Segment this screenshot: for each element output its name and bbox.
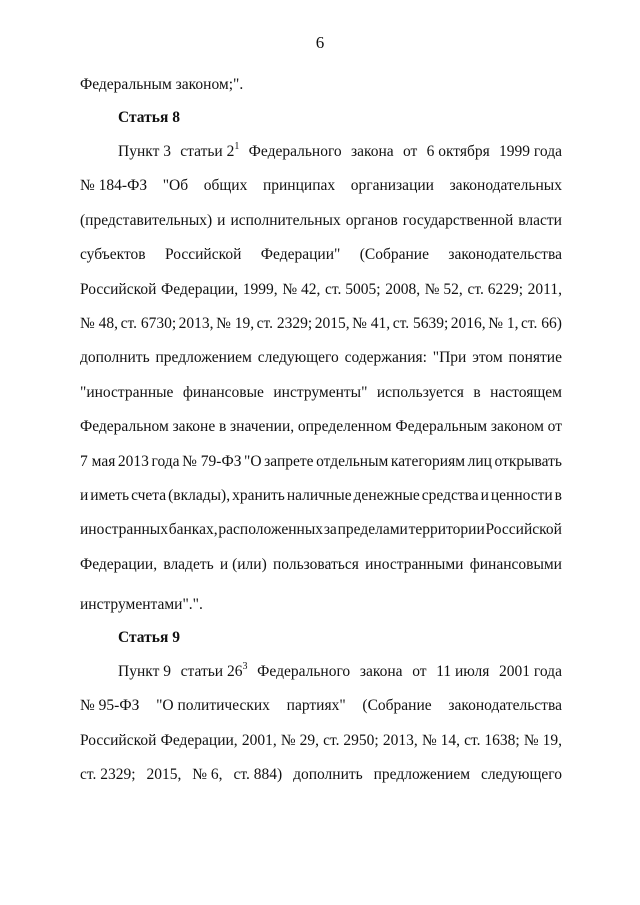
word: законодательных (449, 177, 562, 195)
word: 11 июля (436, 663, 490, 680)
article-9-heading: Статья 9 (118, 629, 180, 646)
word: "При (432, 349, 467, 367)
word: ценности (490, 487, 553, 504)
text-line (80, 211, 562, 231)
word: дополнить (293, 766, 363, 784)
word: в (554, 487, 562, 504)
word: инструменты" (273, 383, 368, 401)
word: "О политических (156, 697, 270, 715)
word: понятие (508, 349, 562, 367)
text-line (80, 452, 562, 472)
superscript: 1 (234, 140, 240, 152)
word: и (или) (219, 555, 267, 573)
word: территории (408, 521, 485, 539)
word: 2001 года (499, 663, 562, 680)
text-line (80, 486, 562, 506)
word: принципах (262, 177, 336, 195)
word: 7 мая (80, 452, 116, 470)
word: от (402, 143, 418, 160)
word: и (480, 487, 489, 504)
word: Российской (80, 280, 157, 298)
word: № 29, (280, 731, 319, 749)
word: общих (203, 177, 248, 195)
word: ст. 2329; (256, 315, 313, 332)
word: 2001, (241, 731, 277, 749)
word: владеть (163, 555, 214, 573)
word: № 1, (488, 315, 519, 332)
word: следующего (480, 766, 562, 784)
word: Пункт 9 (118, 663, 171, 680)
word: Федеральном (80, 418, 169, 436)
word: категориям (390, 452, 466, 470)
text-line (80, 383, 562, 403)
word: года (151, 452, 180, 470)
word: ст. 884) (233, 766, 283, 784)
page-number: 6 (315, 33, 325, 52)
word: отдельным (316, 452, 389, 470)
word: Российской (165, 246, 242, 264)
text-line (80, 765, 562, 785)
word: 2015, (146, 766, 182, 784)
word: закона (350, 143, 394, 160)
word: ст. 1638; (464, 731, 520, 749)
word: исполнительных (230, 211, 341, 229)
word: № 41, (352, 315, 391, 332)
word: используется (376, 383, 464, 401)
word: иметь (90, 487, 130, 504)
text-line (80, 555, 562, 575)
word: Пункт 3 (118, 143, 171, 160)
word: значении, (230, 418, 295, 436)
text-line (80, 520, 562, 540)
word: органов (345, 211, 398, 229)
word: № 48, (80, 315, 119, 332)
word: в (218, 418, 227, 436)
word: (Собрание (359, 246, 429, 264)
word: № 79-ФЗ (182, 452, 242, 470)
word: 1999 года (499, 143, 562, 160)
word: хранить (232, 487, 285, 504)
word: открывать (494, 452, 562, 470)
word: дополнить (80, 349, 150, 367)
word: № 95-ФЗ (80, 697, 140, 715)
word: иностранными (365, 555, 464, 573)
word: "Об (162, 177, 189, 195)
word: № 6, (192, 766, 223, 784)
word: иностранных (80, 521, 168, 539)
word: статьи $2^1$ (180, 140, 240, 160)
word: запрете (264, 452, 314, 470)
word: 2015, (314, 315, 350, 332)
word: от (547, 418, 562, 436)
word: пределами (337, 521, 408, 539)
word: 2008, (385, 280, 421, 298)
text-line (80, 417, 562, 437)
word: № 42, (282, 280, 321, 298)
word: Российской (80, 731, 157, 749)
text-line (80, 348, 562, 368)
word: денежные (353, 487, 420, 504)
word: № 184-ФЗ (80, 177, 148, 195)
word: наличные (286, 487, 352, 504)
word: и (80, 487, 89, 504)
text-line (80, 696, 562, 716)
word: 2013, (382, 731, 418, 749)
word: "иностранные (80, 383, 174, 401)
word: № 19, (216, 315, 255, 332)
word: 2013 (117, 452, 149, 470)
word: 2011, (527, 280, 562, 298)
word: настоящем (490, 383, 562, 401)
word: от (412, 663, 427, 680)
article-8-heading: Статья 8 (118, 109, 180, 126)
word: предложением (373, 766, 471, 784)
word: ст. 2950; (323, 731, 379, 749)
word: статьи $26^3$ (180, 660, 248, 680)
word: законом (490, 418, 544, 436)
word: 6 октября (426, 143, 490, 160)
word: банках, (168, 521, 218, 539)
word: предложением (155, 349, 252, 367)
text-line (118, 662, 562, 682)
word: ст. 66) (521, 315, 562, 332)
word: этом (472, 349, 503, 367)
word: средства (421, 487, 479, 504)
word: Российской (485, 521, 562, 539)
text-line (80, 314, 562, 334)
word: субъектов (80, 246, 146, 264)
word: расположенных (218, 521, 324, 539)
word: № 19, (523, 731, 562, 749)
word: 1999, (242, 280, 278, 298)
word: Федерального (257, 663, 351, 680)
word: законе (172, 418, 216, 436)
word: за (323, 521, 337, 539)
text-line (80, 245, 562, 265)
word: в (473, 383, 481, 401)
word: и (217, 211, 226, 229)
word: организации (350, 177, 434, 195)
word: Федерации, (160, 731, 238, 749)
word: Федерального (248, 143, 342, 160)
word: № 52, (424, 280, 463, 298)
word: 2016, (450, 315, 486, 332)
text-line (80, 731, 562, 751)
word: (вклады), (168, 487, 231, 504)
word: № 14, (421, 731, 460, 749)
word: ст. 6229; (467, 280, 523, 298)
word: законодательства (448, 246, 562, 264)
text-line (118, 142, 562, 162)
word: закона (359, 663, 403, 680)
text-line (80, 176, 562, 196)
text-line: Федеральным законом;". (80, 76, 244, 93)
word: Федерации" (260, 246, 341, 264)
word: ст. 5639; (392, 315, 449, 332)
word: законодательства (448, 697, 562, 715)
word: государственной (402, 211, 514, 229)
word: счета (131, 487, 167, 504)
text-line (80, 280, 562, 300)
word: Федеральным (395, 418, 488, 436)
word: ст. 2329; (80, 766, 136, 784)
word: (представительных) (80, 211, 213, 229)
word: ст. 6730; (120, 315, 177, 332)
word: лиц (467, 452, 492, 470)
word: власти (518, 211, 562, 229)
text-line: инструментами".". (80, 596, 203, 613)
word: следующего (257, 349, 339, 367)
word: финансовыми (469, 555, 562, 573)
word: пользоваться (273, 555, 359, 573)
word: (Собрание (362, 697, 432, 715)
word: 2013, (178, 315, 214, 332)
word: ст. 5005; (325, 280, 381, 298)
word: финансовые (182, 383, 264, 401)
word: партиях" (286, 697, 346, 715)
word: Федерации, (80, 555, 158, 573)
superscript: 3 (242, 660, 248, 672)
word: определенном (297, 418, 392, 436)
word: "О (244, 452, 262, 470)
word: Федерации, (161, 280, 239, 298)
word: содержания: (344, 349, 427, 367)
